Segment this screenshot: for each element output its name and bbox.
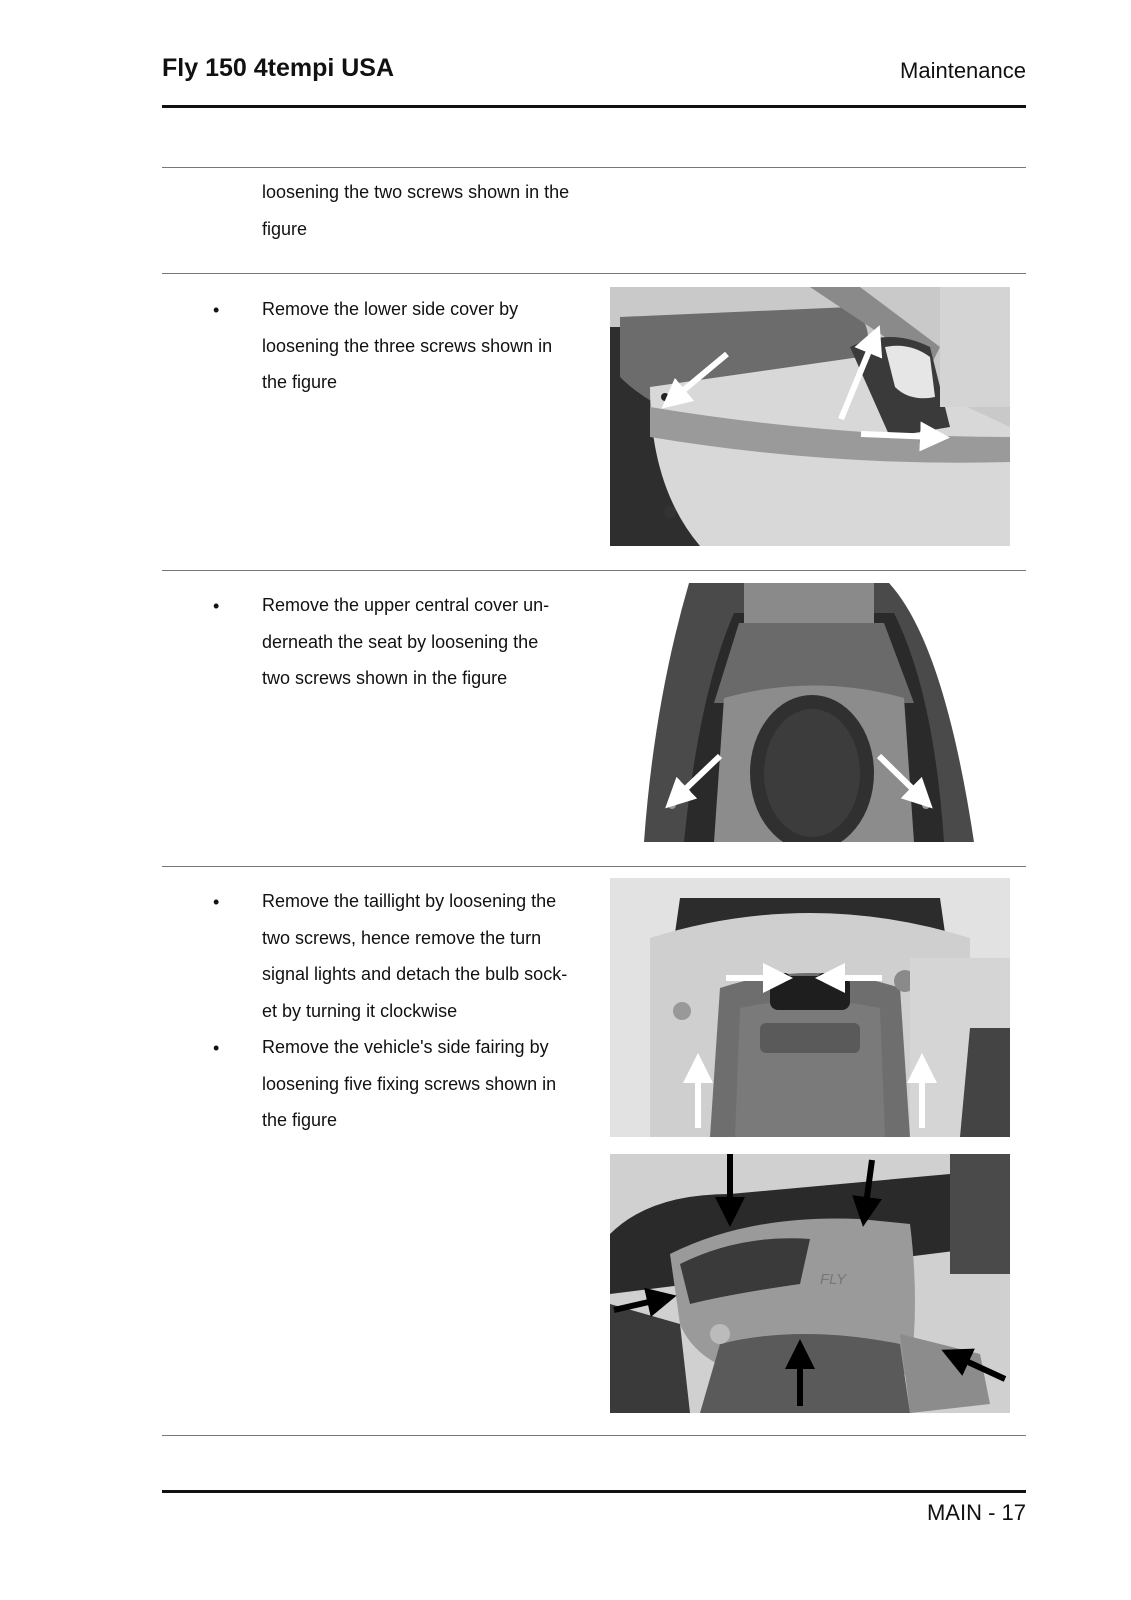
row-divider [162, 167, 1026, 168]
header-rule [162, 105, 1026, 108]
document-title: Fly 150 4tempi USA [162, 54, 395, 82]
step-text [262, 174, 592, 247]
step-text [262, 1029, 592, 1139]
step-line: figure [262, 218, 308, 239]
row-divider [162, 1435, 1026, 1436]
step-line: loosening the three screws shown in [262, 335, 553, 356]
page-number: MAIN - 17 [926, 1500, 1026, 1525]
taillight-photo [610, 878, 1010, 1137]
step-line: et by turning it clockwise [262, 1000, 458, 1021]
step-line: Remove the taillight by loosening the [262, 891, 557, 911]
bullet-marker: • [213, 596, 220, 616]
upper-central-cover-photo [644, 583, 982, 842]
bullet-marker: • [213, 300, 220, 320]
side-fairing-photo [610, 1154, 1010, 1413]
step-line: two screws, hence remove the turn [262, 927, 542, 948]
step-line: Remove the upper central cover un- [262, 595, 550, 615]
row-divider [162, 866, 1026, 867]
step-line: the figure [262, 372, 338, 392]
row-divider [162, 570, 1026, 571]
step-text [262, 883, 592, 1029]
step-line: two screws shown in the figure [262, 668, 508, 688]
step-line: Remove the lower side cover by [262, 299, 519, 319]
step-line: loosening five fixing screws shown in [262, 1073, 557, 1094]
step-line: loosening the two screws shown in the [262, 182, 570, 202]
row-divider [162, 273, 1026, 274]
lower-side-cover-photo [610, 287, 1010, 546]
bullet-marker: • [213, 892, 220, 912]
step-text [262, 587, 592, 697]
step-text [262, 291, 592, 401]
bullet-marker: • [213, 1038, 220, 1058]
footer-rule [162, 1490, 1026, 1493]
step-line: the figure [262, 1110, 338, 1130]
step-line: Remove the vehicle's side fairing by [262, 1037, 549, 1057]
fairing-logo-text: FLY [820, 1271, 847, 1288]
section-name: Maintenance [900, 58, 1026, 83]
step-line: derneath the seat by loosening the [262, 631, 539, 652]
page-header [162, 50, 1026, 106]
step-line: signal lights and detach the bulb sock- [262, 964, 568, 984]
arrow-icon [861, 434, 935, 437]
